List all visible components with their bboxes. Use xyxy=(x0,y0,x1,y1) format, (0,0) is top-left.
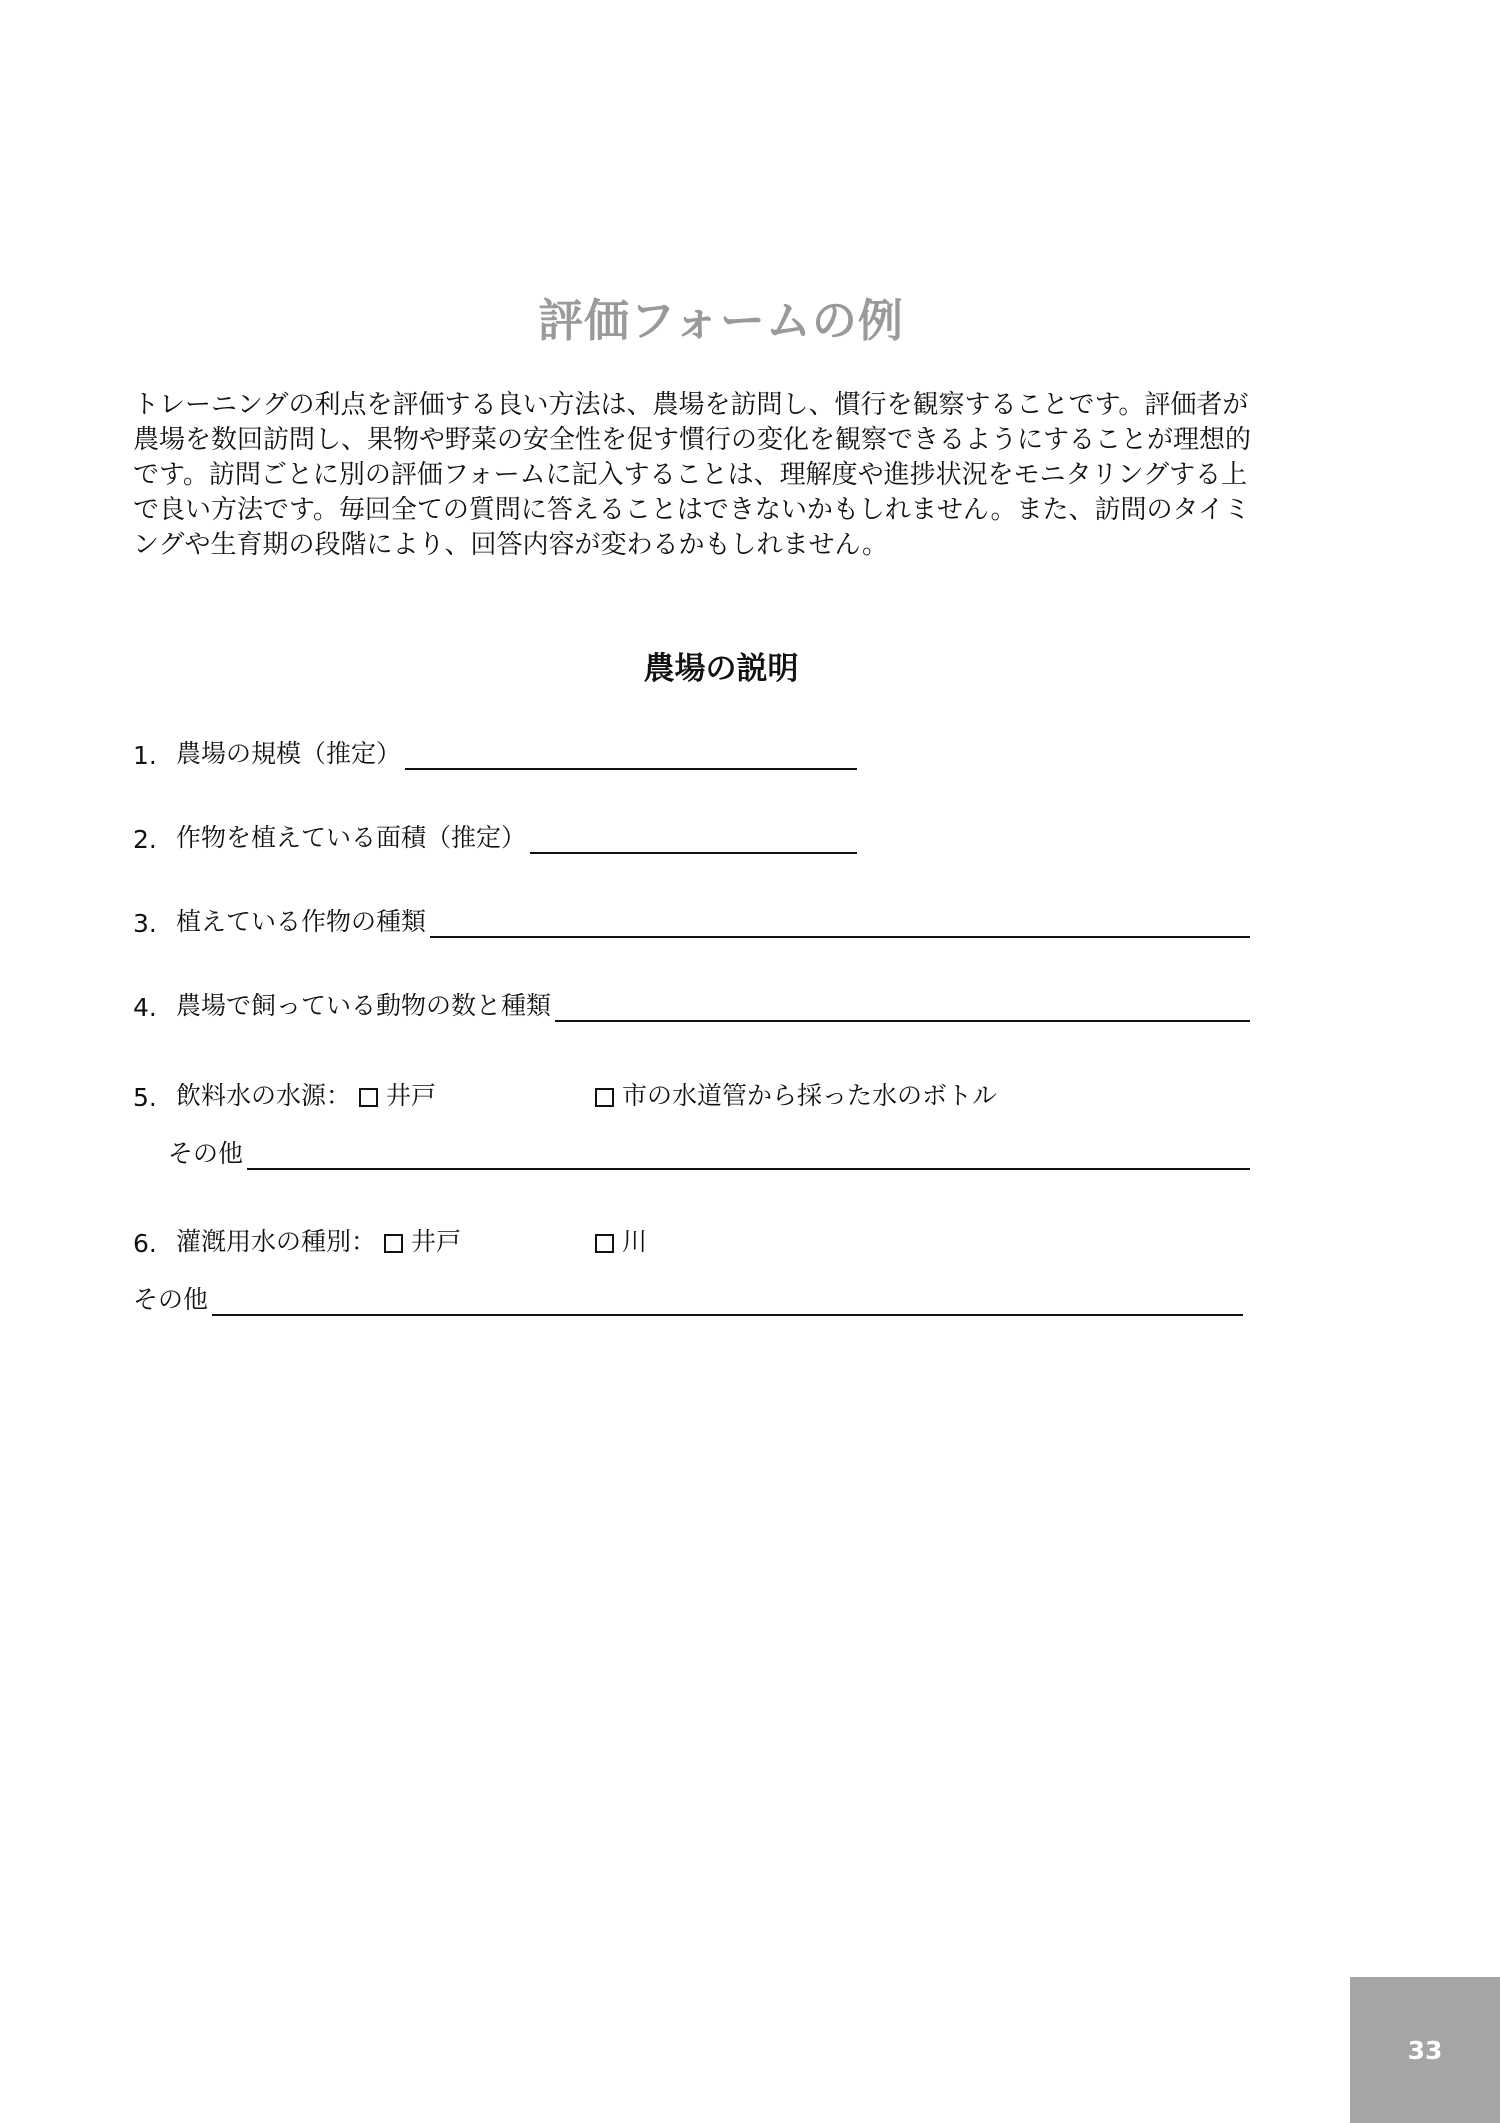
item-label: 飲料水の水源： xyxy=(176,1081,352,1110)
drinking-water-other-field[interactable] xyxy=(247,1138,1250,1170)
checkbox[interactable] xyxy=(384,1234,403,1253)
item-label: 植えている作物の種類 xyxy=(176,907,427,936)
option-label: 市の水道管から採った水のボトル xyxy=(622,1081,998,1110)
item-label: 灌漑用水の種別： xyxy=(176,1227,377,1256)
option-label: 井戸 xyxy=(386,1081,437,1110)
checkbox[interactable] xyxy=(595,1234,614,1253)
drinking-water-other xyxy=(168,1130,1250,1170)
other-label: その他 xyxy=(168,1139,244,1168)
option-label: 井戸 xyxy=(411,1227,462,1256)
form-item-5 xyxy=(133,1072,1250,1112)
form-item-6 xyxy=(133,1218,1250,1258)
form-item-4 xyxy=(133,982,1250,1022)
item-number: 6. xyxy=(133,1229,157,1258)
option-well[interactable] xyxy=(384,1222,461,1258)
page-title: 評価フォームの例 xyxy=(538,294,904,347)
irrigation-other xyxy=(133,1276,1243,1316)
irrigation-other-field[interactable] xyxy=(212,1284,1243,1316)
animals-field[interactable] xyxy=(555,990,1250,1022)
item-number: 5. xyxy=(133,1083,157,1112)
item-number: 1. xyxy=(133,741,157,770)
item-number: 4. xyxy=(133,993,157,1022)
section-heading: 農場の説明 xyxy=(643,651,799,687)
farm-size-field[interactable] xyxy=(405,738,857,770)
checkbox[interactable] xyxy=(359,1088,378,1107)
item-number: 3. xyxy=(133,909,157,938)
option-label: 川 xyxy=(622,1227,648,1256)
item-number: 2. xyxy=(133,825,157,854)
other-label: その他 xyxy=(133,1285,209,1314)
item-label: 農場の規模（推定） xyxy=(176,739,402,768)
option-river[interactable] xyxy=(595,1222,647,1258)
page-number xyxy=(1350,1977,1500,2123)
option-well[interactable] xyxy=(359,1076,436,1112)
intro-paragraph: トレーニングの利点を評価する良い方法は、農場を訪問し、慣行を観察することです。評価者が農場を数回訪問し、果物や野菜の安全性を促す慣行の変化を観察できるようにすることが理想的です。訪問ごとに別の評価フォームに記入することは、理解度や進捗状況をモニタリングする上で良い方法です。毎回全ての質問に答えることはできないかもしれません。また、訪問のタイミングや生育期の段階により、回答内容が変わるかもしれません。 xyxy=(133,390,1252,560)
item-label: 作物を植えている面積（推定） xyxy=(176,823,527,852)
form-item-2 xyxy=(133,814,857,854)
crop-types-field[interactable] xyxy=(430,906,1250,938)
form-item-1 xyxy=(133,730,857,770)
planted-area-field[interactable] xyxy=(530,822,857,854)
option-bottled-water[interactable] xyxy=(595,1076,997,1112)
page-number-text: 33 xyxy=(1407,2035,1443,2065)
checkbox[interactable] xyxy=(595,1088,614,1107)
item-label: 農場で飼っている動物の数と種類 xyxy=(176,991,552,1020)
form-item-3 xyxy=(133,898,1250,938)
